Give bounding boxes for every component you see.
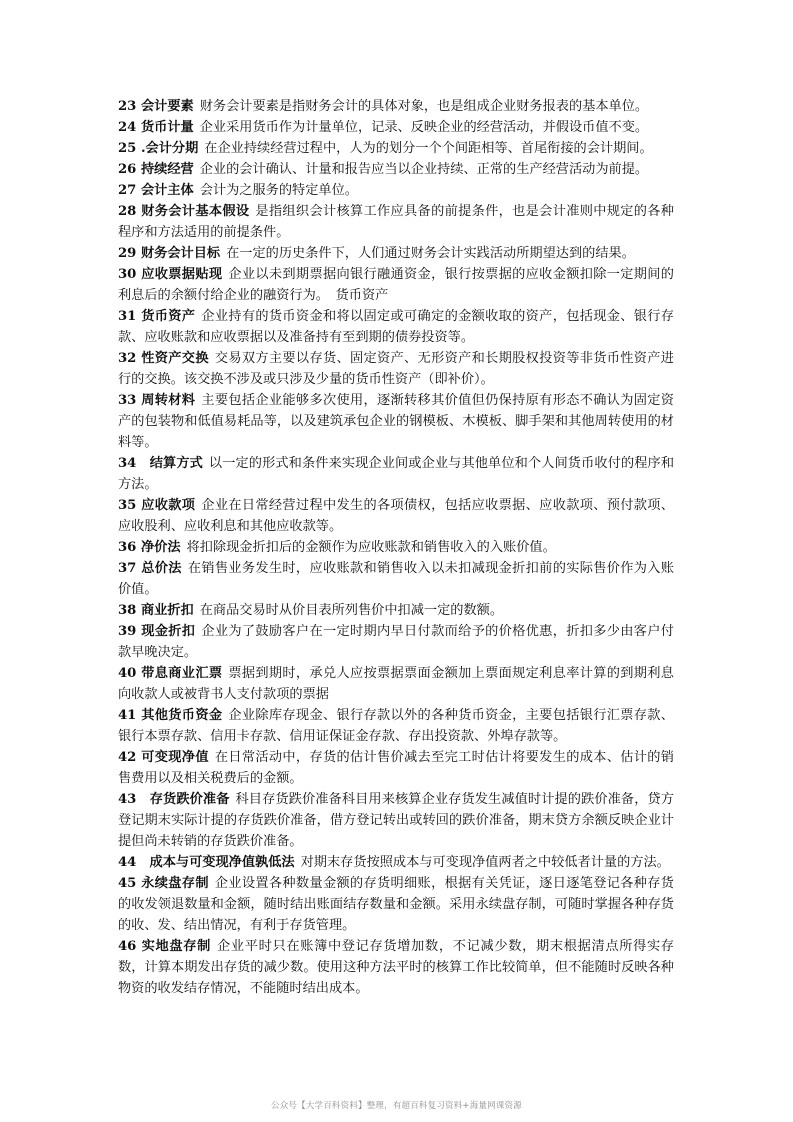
entry-term: 23 会计要素: [118, 99, 194, 114]
entry-term: 38 商业折扣: [118, 603, 194, 618]
glossary-entry: [118, 789, 674, 852]
entry-definition: 企业设置各种数量金额的存货明细账，根据有关凭证，逐日逐笔登记各种存货的收发领退数量和金额，随时结出账面结存数量和金额。采用永续盘存制，可随时掌握各种存货的收、发、结出情况，有利于存货管理。: [118, 876, 674, 933]
entry-term: 30 应收票据贴现: [118, 267, 223, 282]
entry-definition: 在一定的历史条件下，人们通过财务会计实践活动所期望达到的结果。: [226, 246, 635, 261]
entry-definition: 在企业持续经营过程中，人为的划分一个个间距相等、首尾衔接的会计期间。: [204, 141, 653, 156]
entry-term: 33 周转材料: [118, 393, 196, 408]
glossary-entry: [118, 747, 674, 789]
entry-definition: 票据到期时，承兑人应按票据票面金额加上票面规定利息率计算的到期利息向收款人或被背书人支付款项的票据: [118, 666, 674, 702]
entry-definition: 在销售业务发生时，应收账款和销售收入以未扣减现金折扣前的实际售价作为入账价值。: [118, 561, 674, 597]
entry-definition: 主要包括企业能够多次使用，逐渐转移其价值但仍保持原有形态不确认为固定资产的包装物和低值易耗品等，以及建筑承包企业的钢模板、木模板、脚手架和其他周转使用的材料等。: [118, 393, 674, 450]
glossary-entry: [118, 558, 674, 600]
glossary-entry: [118, 243, 674, 264]
entry-definition: 将扣除现金折扣后的金额作为应收账款和销售收入的入账价值。: [186, 540, 556, 555]
glossary-entry: [118, 705, 674, 747]
entry-definition: 企业平时只在账簿中登记存货增加数，不记减少数，期末根据清点所得实存数，计算本期发出存货的减少数。使用这种方法平时的核算工作比较简单，但不能随时反映各种物资的收发结存情况，不能随时结出成本。: [118, 939, 674, 996]
entry-term: 36 净价法: [118, 540, 181, 555]
entry-term: 26 持续经营: [118, 162, 194, 177]
glossary: [118, 96, 674, 999]
entry-definition: 企业持有的货币资金和将以固定或可确定的金额收取的资产，包括现金、银行存款、应收账款和应收票据以及准备持有至到期的债券投资等。: [118, 309, 674, 345]
entry-term: 27 会计主体: [118, 183, 194, 198]
glossary-entry: [118, 180, 674, 201]
entry-term: 31 货币资产: [118, 309, 196, 324]
entry-term: 34 结算方式: [118, 456, 203, 471]
entry-term: 45 永续盘存制: [118, 876, 209, 891]
entry-term: 29 财务会计目标: [118, 246, 221, 261]
glossary-entry: [118, 117, 674, 138]
glossary-entry: [118, 600, 674, 621]
entry-term: 42 可变现净值: [118, 750, 209, 765]
entry-definition: 在日常活动中，存货的估计售价减去至完工时估计将要发生的成本、估计的销售费用以及相关税费后的金额。: [118, 750, 674, 786]
entry-definition: 企业除库存现金、银行存款以外的各种货币资金，主要包括银行汇票存款、银行本票存款、信用卡存款、信用证保证金存款、存出投资款、外埠存款等。: [118, 708, 674, 744]
entry-term: 37 总价法: [118, 561, 182, 576]
glossary-entry: [118, 306, 674, 348]
entry-definition: 对期末存货按照成本与可变现净值两者之中较低者计量的方法。: [300, 855, 670, 870]
entry-definition: 企业以未到期票据向银行融通资金，银行按票据的应收金额扣除一定期间的利息后的余额付给企业的融资行为。 货币资产: [118, 267, 674, 303]
entry-definition: 企业的会计确认、计量和报告应当以企业持续、正常的生产经营活动为前提。: [199, 162, 649, 177]
entry-definition: 以一定的形式和条件来实现企业间或企业与其他单位和个人间货币收付的程序和方法。: [118, 456, 675, 492]
glossary-entry: [118, 537, 674, 558]
glossary-entry: [118, 264, 674, 306]
entry-term: 28 财务会计基本假设: [118, 204, 250, 219]
glossary-entry: [118, 663, 674, 705]
glossary-entry: [118, 852, 674, 873]
entry-definition: 交易双方主要以存货、固定资产、无形资产和长期股权投资等非货币性资产进行的交换。该交换不涉及或只涉及少量的货币性资产（即补价）。: [118, 351, 674, 387]
glossary-entry: [118, 873, 674, 936]
entry-term: 24 货币计量: [118, 120, 194, 135]
glossary-entry: [118, 159, 674, 180]
entry-definition: 在商品交易时从价目表所列售价中扣减一定的数额。: [199, 603, 504, 618]
entry-definition: 科目存货跌价准备科目用来核算企业存货发生减值时计提的跌价准备，贷方登记期末实际计提的存货跌价准备，借方登记转出或转回的跌价准备，期末贷方余额反映企业计提但尚未转销的存货跌价准备。: [118, 792, 674, 849]
glossary-entry: [118, 96, 674, 117]
entry-term: 39 现金折扣: [118, 624, 196, 639]
entry-term: 32 性资产交换: [118, 351, 209, 366]
entry-definition: 会计为之服务的特定单位。: [199, 183, 358, 198]
glossary-entry: [118, 453, 674, 495]
page-footer: 公众号【大学百科资料】整理，有超百科复习资料+海量网课资源: [271, 1101, 522, 1111]
entry-definition: 财务会计要素是指财务会计的具体对象，也是组成企业财务报表的基本单位。: [199, 99, 649, 114]
entry-definition: 企业在日常经营过程中发生的各项债权，包括应收票据、应收款项、预付款项、应收股利、应收利息和其他应收款等。: [118, 498, 674, 534]
glossary-entry: [118, 201, 674, 243]
entry-term: 43 存货跌价准备: [118, 792, 230, 807]
entry-definition: 企业采用货币作为计量单位，记录、反映企业的经营活动，并假设币值不变。: [199, 120, 649, 135]
glossary-entry: [118, 936, 674, 999]
glossary-entry: [118, 138, 674, 159]
glossary-entry: [118, 390, 674, 453]
entry-term: 44 成本与可变现净值孰低法: [118, 855, 295, 870]
entry-term: 25 .会计分期: [118, 141, 199, 156]
entry-term: 46 实地盘存制: [118, 939, 211, 954]
glossary-entry: [118, 495, 674, 537]
glossary-entry: [118, 621, 674, 663]
entry-definition: 企业为了鼓励客户在一定时期内早日付款而给予的价格优惠，折扣多少由客户付款早晚决定。: [118, 624, 674, 660]
entry-term: 40 带息商业汇票: [118, 666, 223, 681]
entry-term: 41 其他货币资金: [118, 708, 223, 723]
glossary-entry: [118, 348, 674, 390]
entry-term: 35 应收款项: [118, 498, 196, 513]
entry-definition: 是指组织会计核算工作应具备的前提条件，也是会计准则中规定的各种程序和方法适用的前提条件。: [118, 204, 674, 240]
